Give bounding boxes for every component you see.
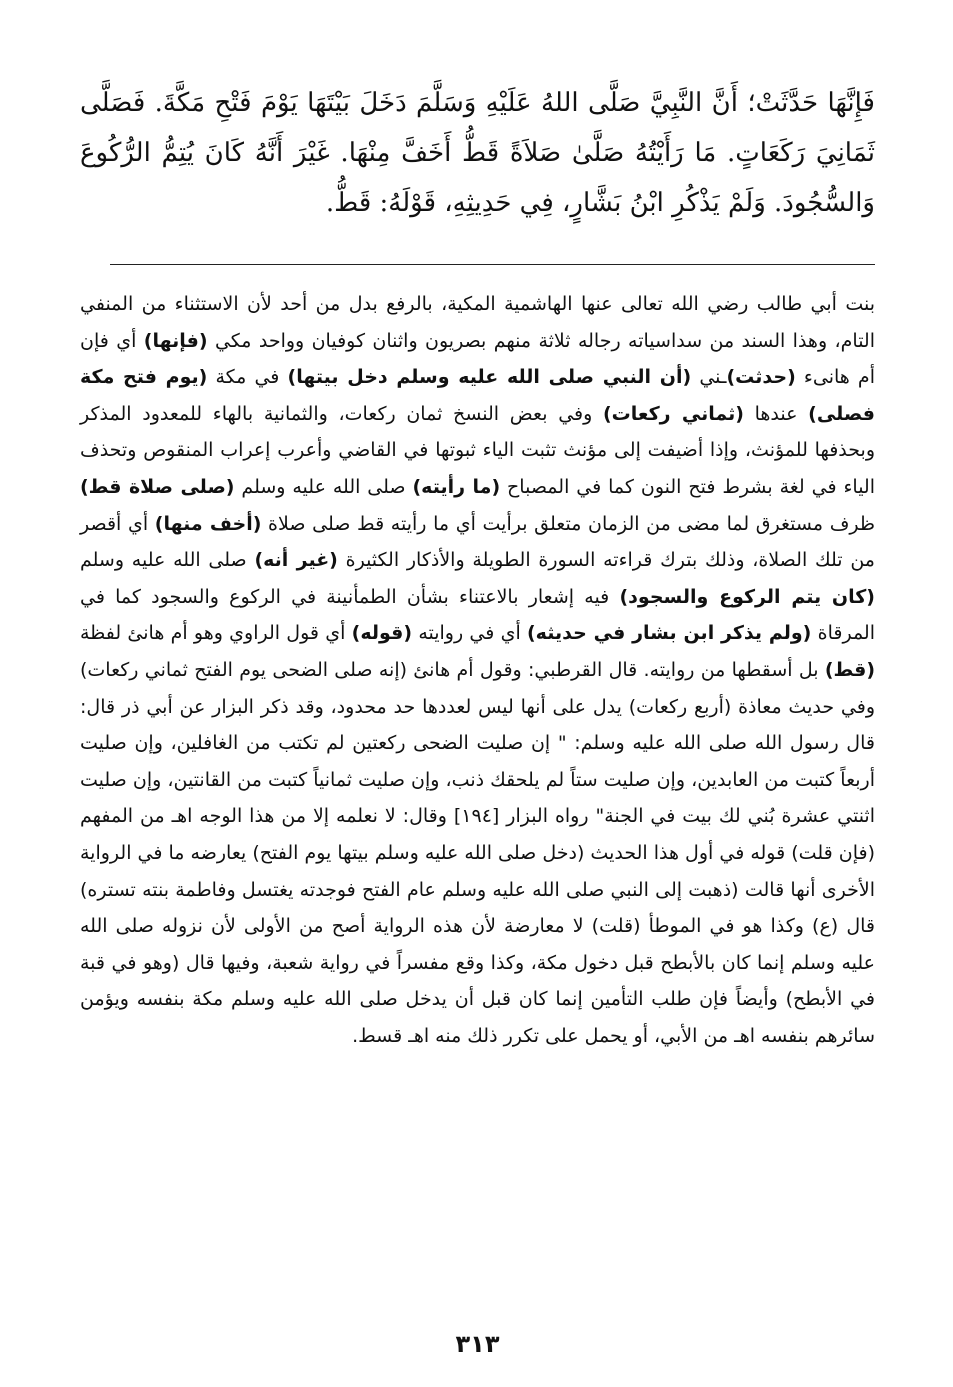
commentary-segment: ظرف مستغرق لما مضى من الزمان متعلق برأيت أي ما رأيته قط صلى صلاة xyxy=(261,512,875,535)
commentary-segment: عندها xyxy=(743,402,809,425)
commentary-segment: وفي بعض النسخ ثمان ركعات، والثمانية بالهاء للمعدود المذكر وبحذفها للمؤنث، وإذا أضيفت إلى مؤنث تثبت الياء ثبوتها في القاضي وأعرب إعراب المنقوص وتحذف الياء في لغة بشرط فتح النون كما في المصباح xyxy=(80,402,875,498)
commentary-segment: بل أسقطها من روايته. قال القرطبي: وقول أم هانئ (إنه صلى الضحى يوم الفتح ثماني ركعات) وفي حديث معاذة (أربع ركعات) يدل على أنها ليس لعددها حد محدود، وقد ذكر البزار عن أبي ذر قال: قال رسول الله صلى الله عليه وسلم: " إن صليت الضحى ركعتين لم تكتب من الغافلين، وإن صليت أربعاً كتبت من العابدين، وإن صليت ستاً لم يلحقك ذنب، وإن صليت ثمانياً كتبت من القانتين، وإن صليت اثنتي عشرة بُني لك بيت في الجنة" رواه البزار [١٩٤] وقال: لا نعلمه إلا من هذا الوجه اهـ من المفهم (فإن قلت) قوله في أول هذا الحديث (دخل صلى الله عليه وسلم بيتها يوم الفتح) يعارضه ما في الرواية الأخرى أنها قالت (ذهبت إلى النبي صلى الله عليه وسلم عام الفتح فوجدته يغتسل وفاطمة بنته تستره) قال (ع) وكذا هو في الموطأ (قلت) لا معارضة لأن هذه الرواية أصح من الأولى لأن نزوله صلى الله عليه وسلم إنما كان بالأبطح قبل دخول مكة، وكذا وقع مفسراً في رواية شعبة، وفيها قال (وهو في قبة في الأبطح) وأيضاً فإن طلب التأمين إنما كان قبل أن يدخل صلى الله عليه وسلم مكة بنفسه ويؤمن سائرهم بنفسه اهـ من الأبي، أو يحمل على تكرر ذلك منه اهـ قسط. xyxy=(80,658,875,1047)
commentary-segment: أي فإن أم هانىء xyxy=(80,329,875,389)
commentary-bold-segment: (حدثت) xyxy=(726,366,796,389)
commentary-segment: أي أقصر من تلك الصلاة، وذلك بترك قراءته السورة الطويلة والأذكار الكثيرة xyxy=(80,512,875,572)
commentary-text xyxy=(80,286,875,1054)
commentary-segment: بنت أبي طالب رضي الله تعالى عنها الهاشمية المكية، بالرفع بدل من أحد لأن الاستثناء من المنفي التام، وهذا السند من سداسياته رجاله ثلاثة منهم بصريون واثنان كوفيان وواحد مكي xyxy=(80,293,875,352)
commentary-bold-segment: (ما رأيته) xyxy=(412,475,501,498)
page-number: ٣١٣ xyxy=(455,1330,500,1358)
hadith-text: فَإِنَّهَا حَدَّثَتْ؛ أَنَّ النَّبِيَّ صَلَّى اللهُ عَلَيْهِ وَسَلَّمَ دَخَلَ بَيْتَهَا يَوْمَ فَتْحِ مَكَّةَ. فَصَلَّى ثَمَانِيَ رَكَعَاتٍ. مَا رَأَيْتُهُ صَلَّىٰ صَلاَةً قَطُّ أَخَفَّ مِنْهَا. غَيْرَ أَنَّهُ كَانَ يُتِمُّ الرُّكُوعَ وَالسُّجُودَ. وَلَمْ يَذْكُرِ ابْنُ بَشَّارٍ، فِي حَدِيثِهِ، قَوْلَهُ: قَطُّ. xyxy=(80,88,875,218)
commentary-segment: صلى الله عليه وسلم xyxy=(80,549,255,572)
commentary-bold-segment: (قوله) xyxy=(351,622,413,645)
commentary-segment: في مكة xyxy=(207,366,288,389)
commentary-segment: فيه إشعار بالاعتناء بشأن الطمأنينة في الركوع والسجود كما في المرقاة xyxy=(80,585,875,645)
commentary-bold-segment: (يوم فتح مكة فصلى) xyxy=(80,366,875,425)
commentary-segment: أي في روايته xyxy=(412,622,527,645)
commentary-segment: ـني xyxy=(691,366,727,389)
commentary-bold-segment: (صلى صلاة قط) xyxy=(80,475,235,498)
footnote-divider xyxy=(110,264,875,265)
page-content xyxy=(80,78,875,1358)
commentary-segment: أي قول الراوي وهو أم هانئ لفظة xyxy=(80,622,352,645)
commentary-bold-segment: (قط) xyxy=(824,658,875,681)
commentary-bold-segment: (غير أنه) xyxy=(254,549,338,572)
commentary-bold-segment: (كان يتم الركوع والسجود) xyxy=(619,585,875,608)
commentary-bold-segment: (أخف منها) xyxy=(154,512,262,535)
commentary-bold-segment: (فإنها) xyxy=(143,329,208,352)
commentary-segment: صلى الله عليه وسلم xyxy=(234,475,413,498)
commentary-bold-segment: (أن النبي صلى الله عليه وسلم دخل بيتها) xyxy=(287,366,692,389)
commentary-bold-segment: (ثماني ركعات) xyxy=(602,402,744,425)
commentary-bold-segment: (ولم يذكر ابن بشار في حديثه) xyxy=(527,622,812,645)
